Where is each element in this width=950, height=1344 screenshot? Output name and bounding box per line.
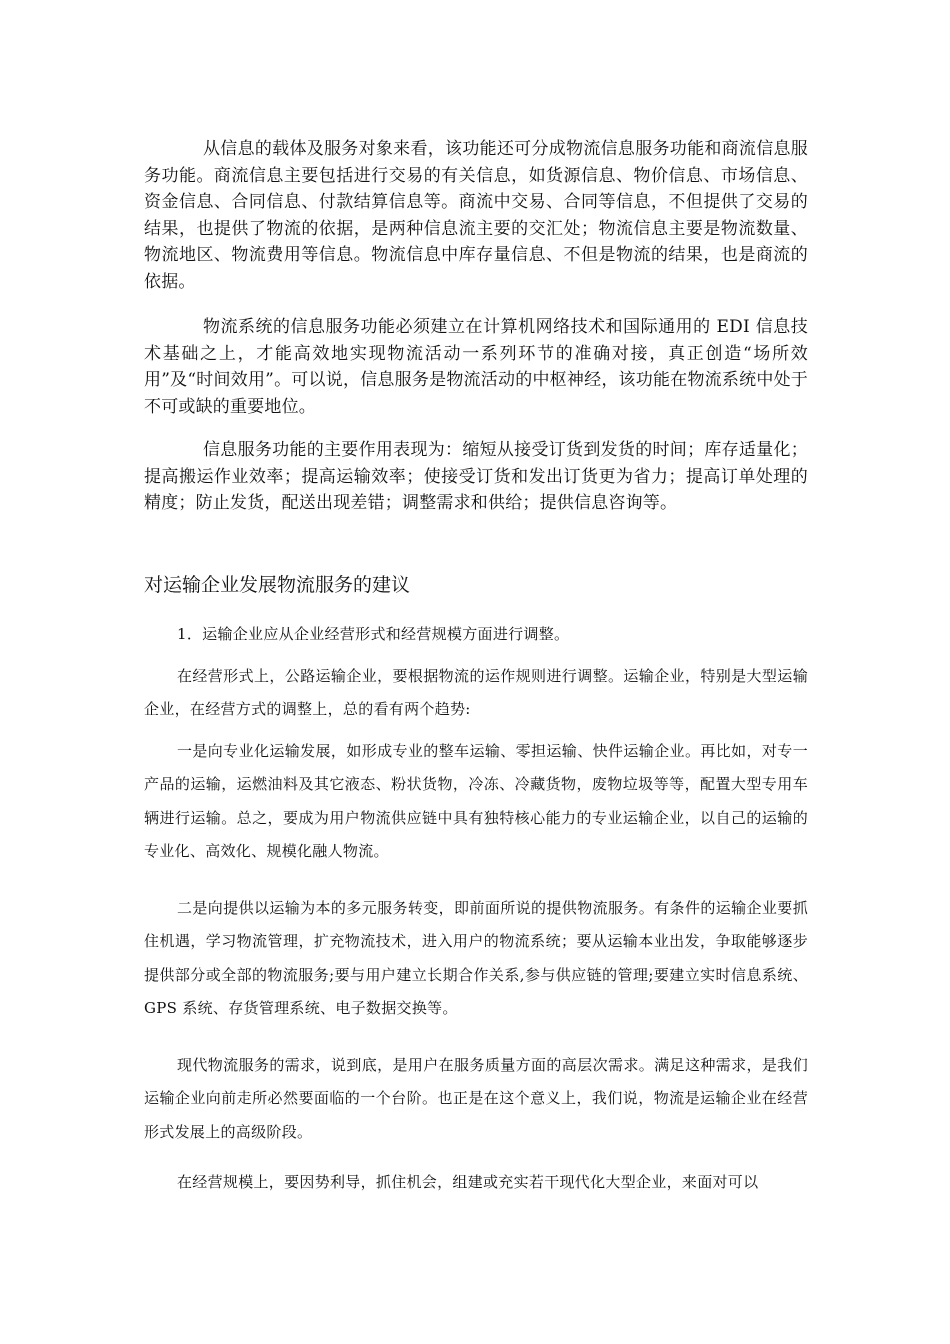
section-heading: 对运输企业发展物流服务的建议 bbox=[144, 574, 411, 596]
paragraph-modern-logistics-demand: 现代物流服务的需求，说到底，是用户在服务质量方面的高层次需求。满足这种需求，是我们运输企业向前走所必然要面临的一个台阶。也正是在这个意义上，我们说，物流是运输企业在经营形式发展上的高级阶段。 bbox=[144, 1056, 808, 1141]
paragraph-operation-scale: 在经营规模上，要因势利导，抓住机会，组建或充实若干现代化大型企业，来面对可以 bbox=[177, 1173, 759, 1191]
paragraph-operation-form: 在经营形式上，公路运输企业，要根据物流的运作规则进行调整。运输企业，特别是大型运输企业，在经营方式的调整上，总的看有两个趋势: bbox=[144, 667, 808, 719]
paragraph-info-carrier: 从信息的载体及服务对象来看，该功能还可分成物流信息服务功能和商流信息服务功能。商流信息主要包括进行交易的有关信息，如货源信息、物价信息、市场信息、资金信息、合同信息、付款结算信息等。商流中交易、合同等信息，不但提供了交易的结果，也提供了物流的依据，是两种信息流主要的交汇处；物流信息主要是物流数量、物流地区、物流费用等信息。物流信息中库存量信息、不但是物流的结果，也是商流的依据。 bbox=[144, 139, 808, 292]
paragraph-specialization-trend: 一是向专业化运输发展，如形成专业的整车运输、零担运输、快件运输企业。再比如，对专一产品的运输，运燃油料及其它液态、粉状货物，冷冻、冷藏货物，废物垃圾等等，配置大型专用车辆进行运输。总之，要成为用户物流供应链中具有独特核心能力的专业运输企业，以自己的运输的专业化、高效化、规模化融人物流。 bbox=[144, 742, 808, 860]
paragraph-numbered-item-1: 1．运输企业应从企业经营形式和经营规模方面进行调整。 bbox=[177, 625, 570, 643]
paragraph-edi-foundation: 物流系统的信息服务功能必须建立在计算机网络技术和国际通用的 EDI 信息技术基础之上，才能高效地实现物流活动一系列环节的准确对接，真正创造“场所效用”及“时间效用”。可以说，信息服务是物流活动的中枢神经，该功能在物流系统中处于不可或缺的重要地位。 bbox=[144, 317, 808, 417]
paragraph-main-functions: 信息服务功能的主要作用表现为：缩短从接受订货到发货的时间；库存适量化；提高搬运作业效率；提高运输效率；使接受订货和发出订货更为省力；提高订单处理的精度；防止发货，配送出现差错；调整需求和供给；提供信息咨询等。 bbox=[144, 440, 808, 513]
paragraph-diversified-services: 二是向提供以运输为本的多元服务转变，即前面所说的提供物流服务。有条件的运输企业要抓住机遇，学习物流管理，扩充物流技术，进入用户的物流系统；要从运输本业出发，争取能够逐步提供部分或全部的物流服务;要与用户建立长期合作关系,参与供应链的管理;要建立实时信息系统、GPS 系统、存货管理系统、电子数据交换等。 bbox=[144, 899, 808, 1017]
